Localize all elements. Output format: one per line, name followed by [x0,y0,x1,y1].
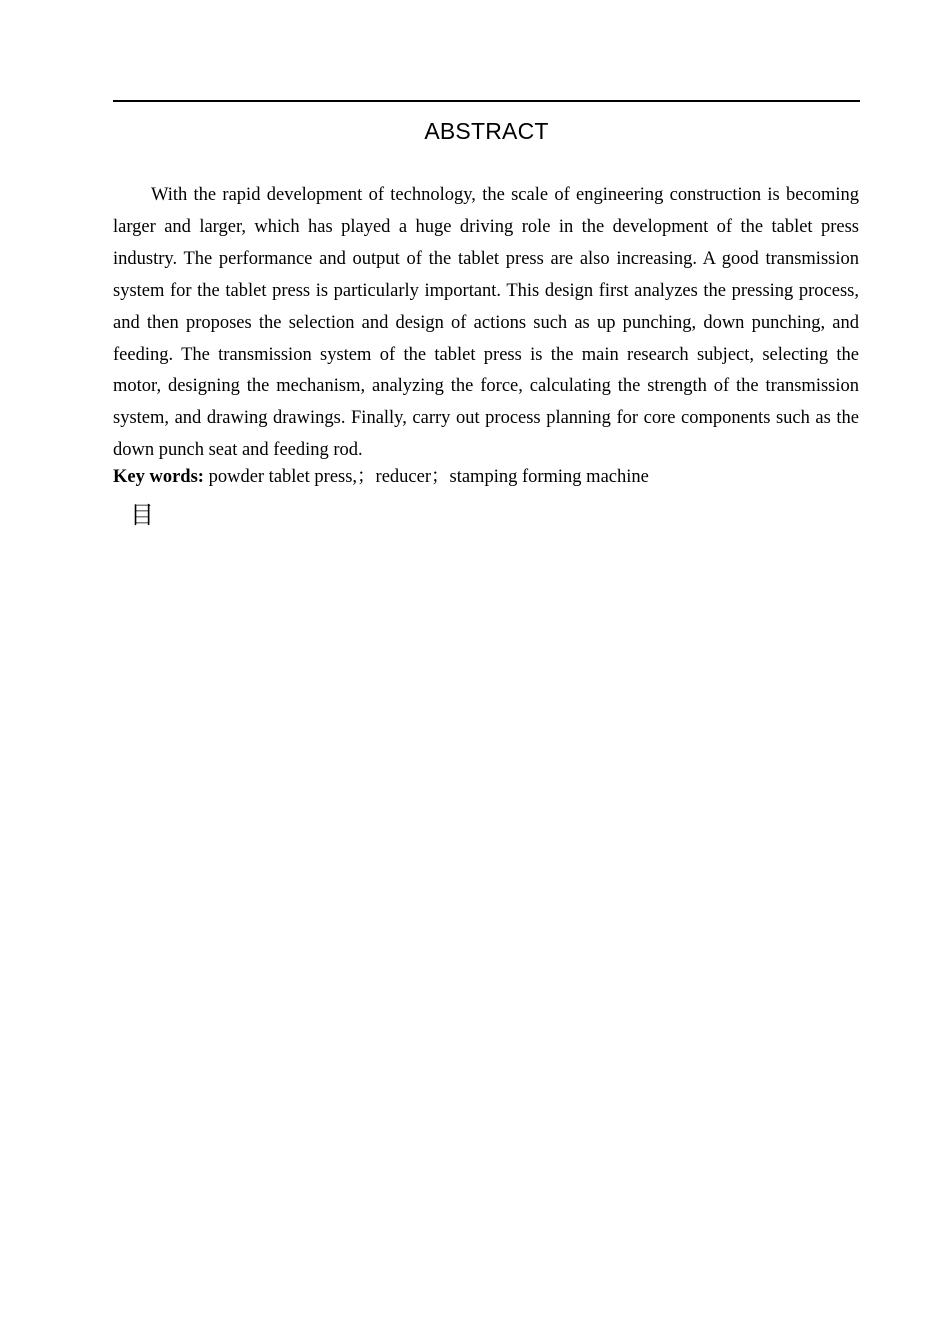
toc-heading: 目 [130,501,154,529]
abstract-title: ABSTRACT [424,118,549,144]
keywords-label: Key words: [113,467,204,487]
keywords-line [113,464,860,490]
keywords-text: powder tablet press,；reducer；stamping forming machine [203,467,649,487]
abstract-body: With the rapid development of technology, the scale of engineering construction is becoming larger and larger, which has played a huge driving role in the development of the tablet press industry. The performance and output of the tablet press are also increasing. A good transmission system for the tablet press is particularly important. This design first analyzes the pressing process, and then proposes the selection and design of actions such as up punching, down punching, and feeding. The transmission system of the tablet press is the main research subject, selecting the motor, designing the mechanism, analyzing the force, calculating the strength of the transmission system, and drawing drawings. Finally, carry out process planning for core components such as the down punch seat and feeding rod. [113,185,859,461]
header-rule [113,100,860,102]
